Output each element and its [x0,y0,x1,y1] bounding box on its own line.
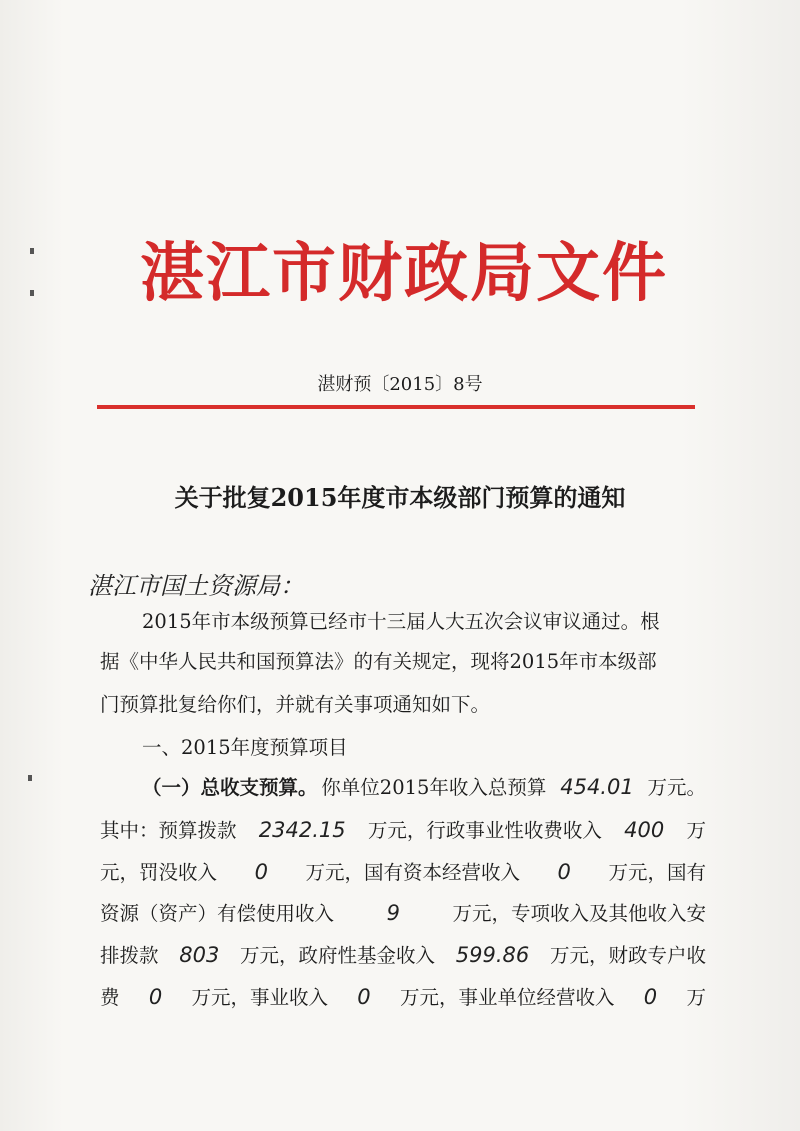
handwritten-amount: 454.01 [560,775,634,799]
body-line [100,815,706,843]
handwritten-amount: 2342.15 [258,818,346,842]
red-divider [97,405,695,409]
handwritten-amount: 9 [386,901,400,925]
body-text: 资源（资产）有偿使用收入 [100,902,335,925]
body-text: 万元，国有 [608,861,706,884]
body-text: 万元，财政专户收 [549,944,706,967]
body-text: 门预算批复给你们，并就有关事项通知如下。 [100,693,491,716]
body-text: 其中：预算拨款 [100,819,237,842]
body-text: 一、2015年度预算项目 [142,736,348,759]
body-line [100,857,706,885]
body-text: 万元，国有资本经营收入 [305,861,520,884]
body-text: 万元，事业单位经营收入 [399,986,615,1009]
body-line [100,732,706,760]
handwritten-amount: 0 [557,860,571,884]
body-text: 据《中华人民共和国预算法》的有关规定，现将2015年市本级部 [100,650,657,673]
handwritten-amount: 0 [357,985,371,1009]
body-text: 万元，政府性基金收入 [240,944,436,967]
body-line [100,689,706,717]
body-line [100,606,706,634]
body-text: 万 [686,986,706,1009]
handwritten-amount: 0 [643,985,658,1009]
handwritten-amount: 803 [179,943,220,967]
handwritten-amount: 400 [624,818,665,842]
body-line [100,646,706,674]
addressee-handwritten: 湛江市国土资源局： [88,572,304,600]
body-text: 万元，事业收入 [191,986,328,1009]
document-header-title: 湛江市财政局文件 [140,236,668,311]
section-heading: （一）总收支预算。 [142,776,318,799]
body-line [100,772,706,800]
scan-mark [28,775,32,781]
body-line [100,898,706,926]
body-text: 2015年市本级预算已经市十三届人大五次会议审议通过。根 [142,610,660,633]
body-text: 万元。 [647,776,706,799]
body-text: 元，罚没收入 [100,861,218,884]
body-text: 排拨款 [100,944,159,967]
body-text: 你单位2015年收入总预算 [321,776,547,799]
body-text: 万元，行政事业性收费收入 [367,819,602,842]
handwritten-amount: 599.86 [455,943,530,967]
handwritten-amount: 0 [254,860,268,884]
body-text: 费 [100,986,120,1009]
body-line [100,982,706,1010]
scan-mark [30,248,34,254]
document-number: 湛财预〔2015〕8号 [317,374,483,395]
body-text: 万 [686,819,706,842]
body-text: 万元，专项收入及其他收入安 [452,902,706,925]
handwritten-amount: 0 [148,985,163,1009]
scan-mark [30,290,34,296]
notice-title: 关于批复2015年度市本级部门预算的通知 [174,483,626,512]
body-line [100,940,706,968]
